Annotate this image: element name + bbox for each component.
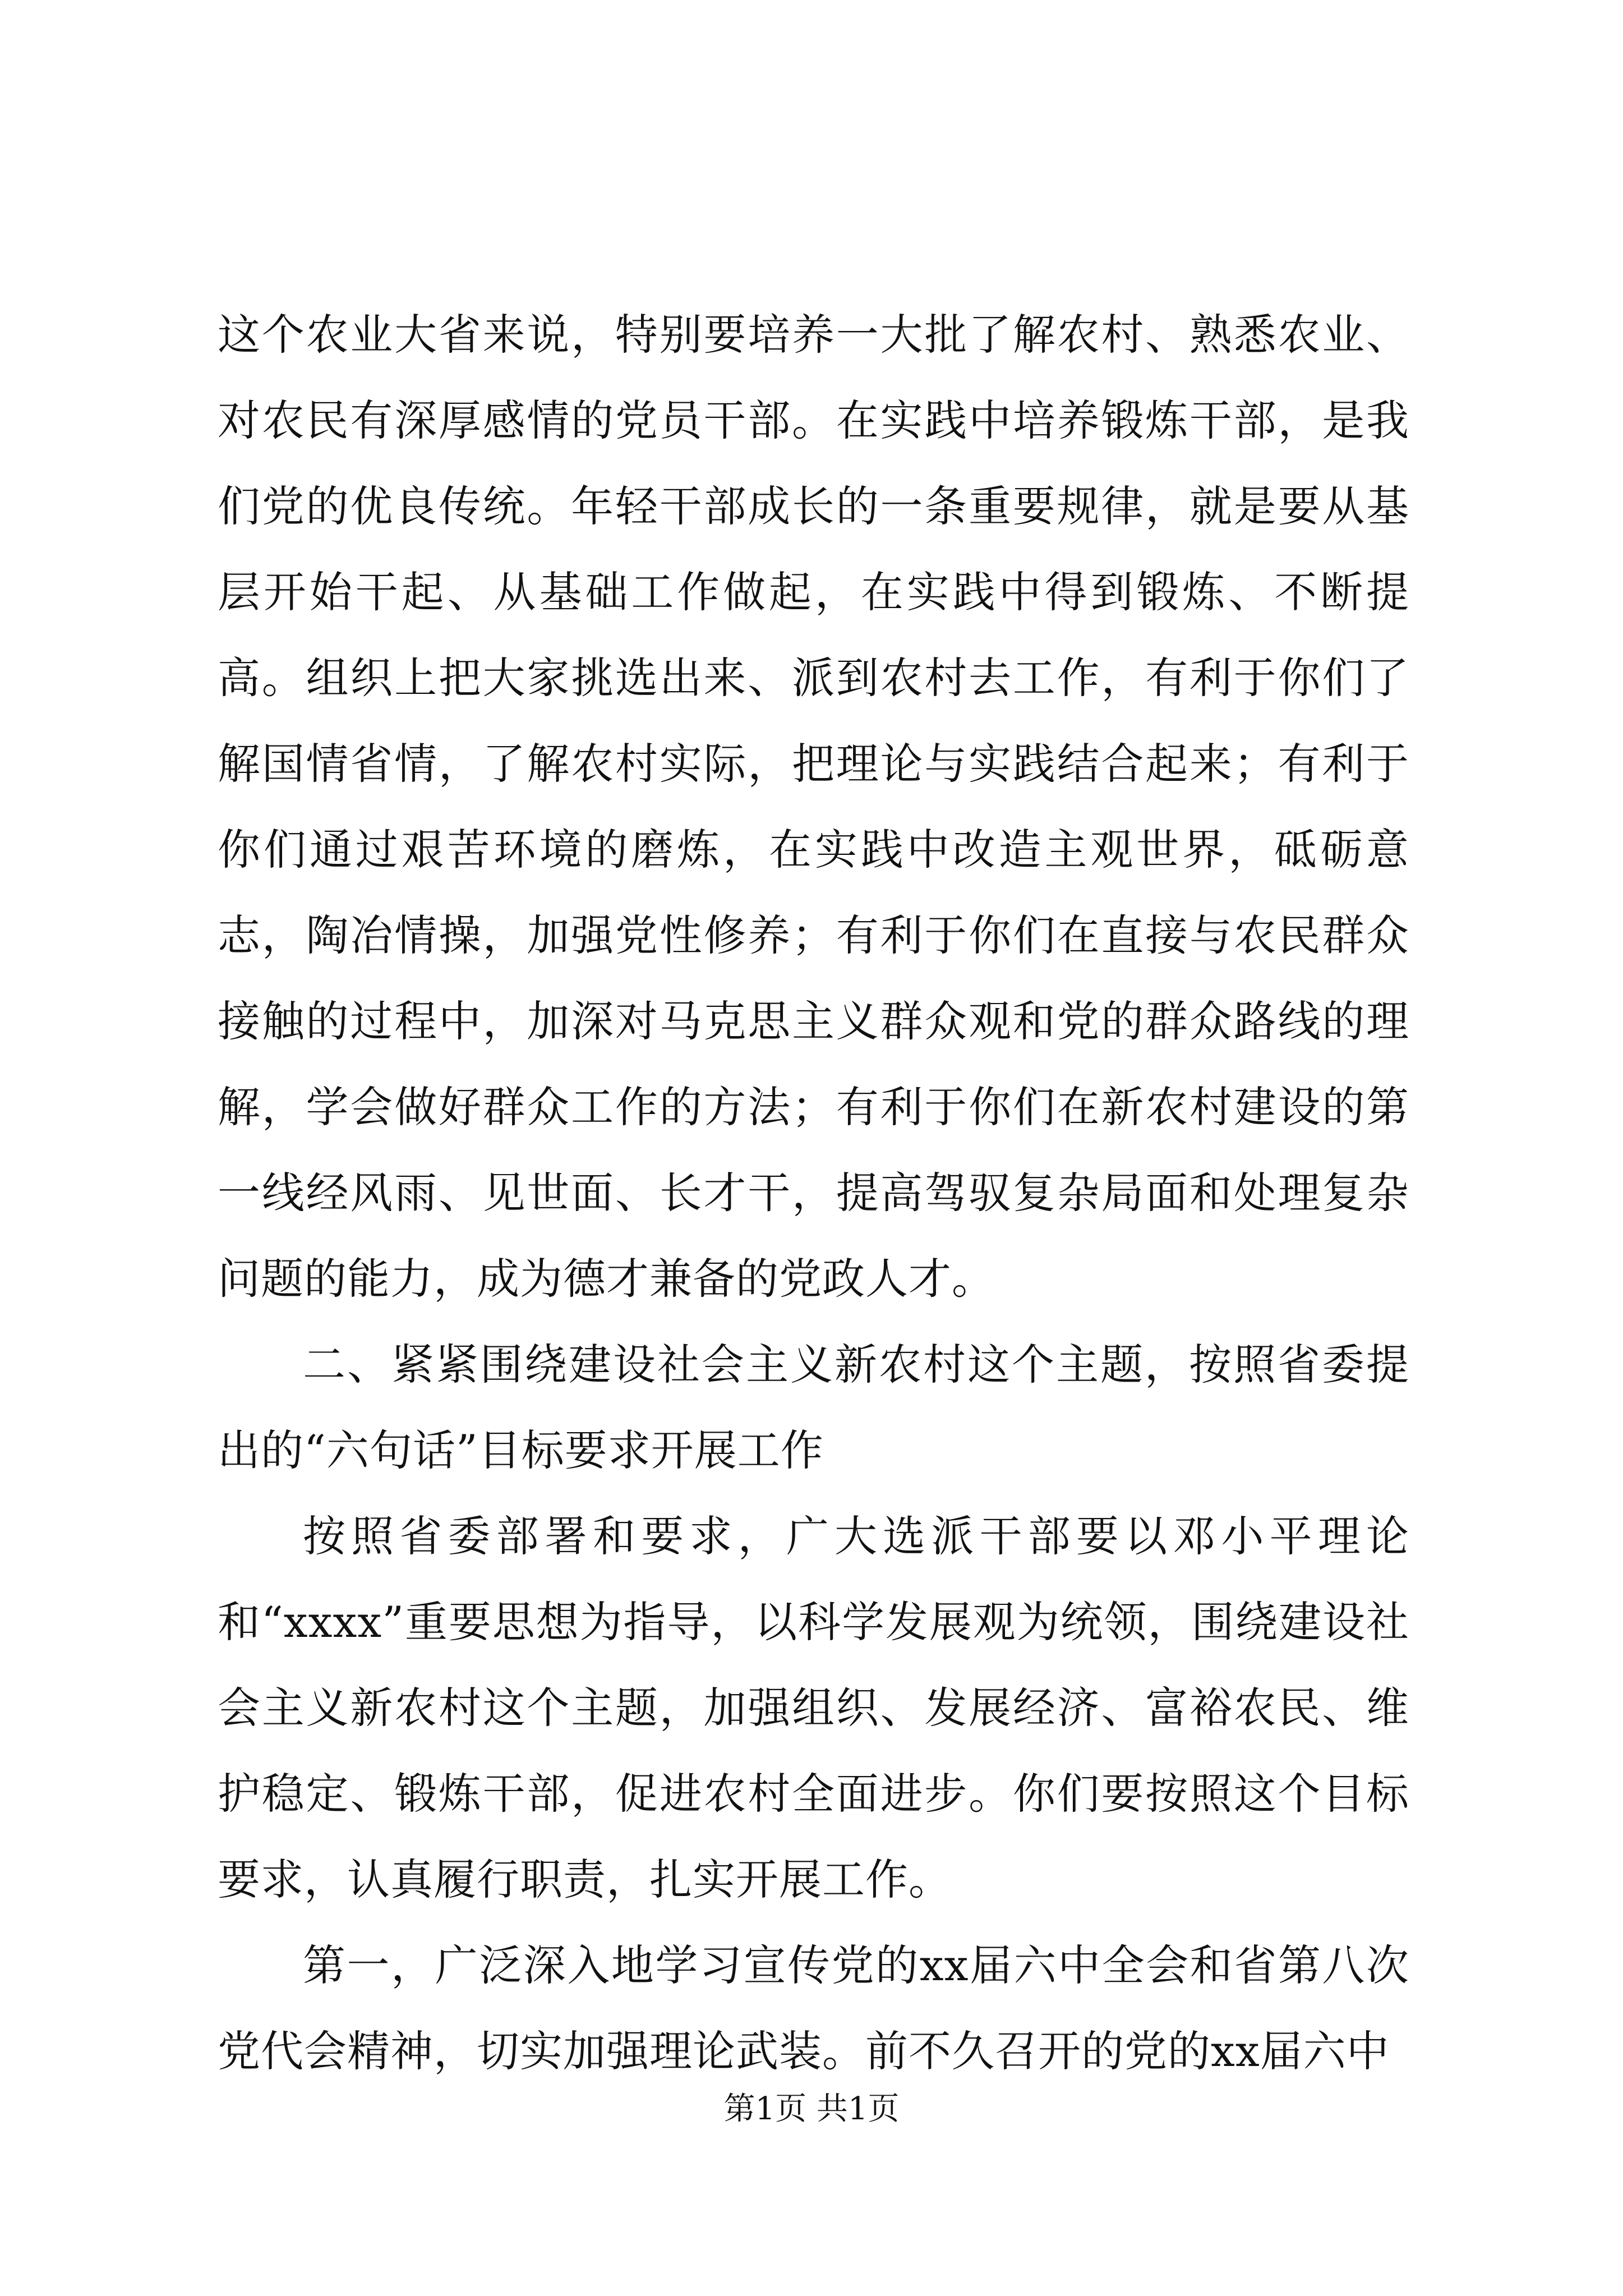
paragraph-continuation: 这个农业大省来说，特别要培养一大批了解农村、熟悉农业、对农民有深厚感情的党员干部。在实践中培养锻炼干部，是我们党的优良传统。年轻干部成长的一条重要规律，就是要从基层开始干起、从基础工作做起，在实践中得到锻炼、不断提高。组织上把大家挑选出来、派到农村去工作，有利于你们了解国情省情，了解农村实际，把理论与实践结合起来；有利于你们通过艰苦环境的磨炼，在实践中改造主观世界，砥砺意志，陶冶情操，加强党性修养；有利于你们在直接与农民群众接触的过程中，加深对马克思主义群众观和党的群众路线的理解，学会做好群众工作的方法；有利于你们在新农村建设的第一线经风雨、见世面、长才干，提高驾驭复杂局面和处理复杂问题的能力，成为德才兼备的党政人才。 [218, 310, 1409, 1304]
paragraph: 按照省委部署和要求，广大选派干部要以邓小平理论和“xxxx”重要思想为指导，以科学发展观为统领，围绕建设社会主义新农村这个主题，加强组织、发展经济、富裕农民、维护稳定、锻炼干部，促进农村全面进步。你们要按照这个目标要求，认真履行职责，扎实开展工作。 [218, 1511, 1409, 1904]
document-body [218, 292, 1409, 2094]
paragraph: 第一，广泛深入地学习宣传党的xx届六中全会和省第八次党代会精神，切实加强理论武装。前不久召开的党的xx届六中 [218, 1940, 1409, 2076]
page-footer: 第1页 共1页 [723, 2091, 900, 2127]
section-heading-2: 二、紧紧围绕建设社会主义新农村这个主题，按照省委提出的“六句话”目标要求开展工作 [218, 1340, 1409, 1475]
